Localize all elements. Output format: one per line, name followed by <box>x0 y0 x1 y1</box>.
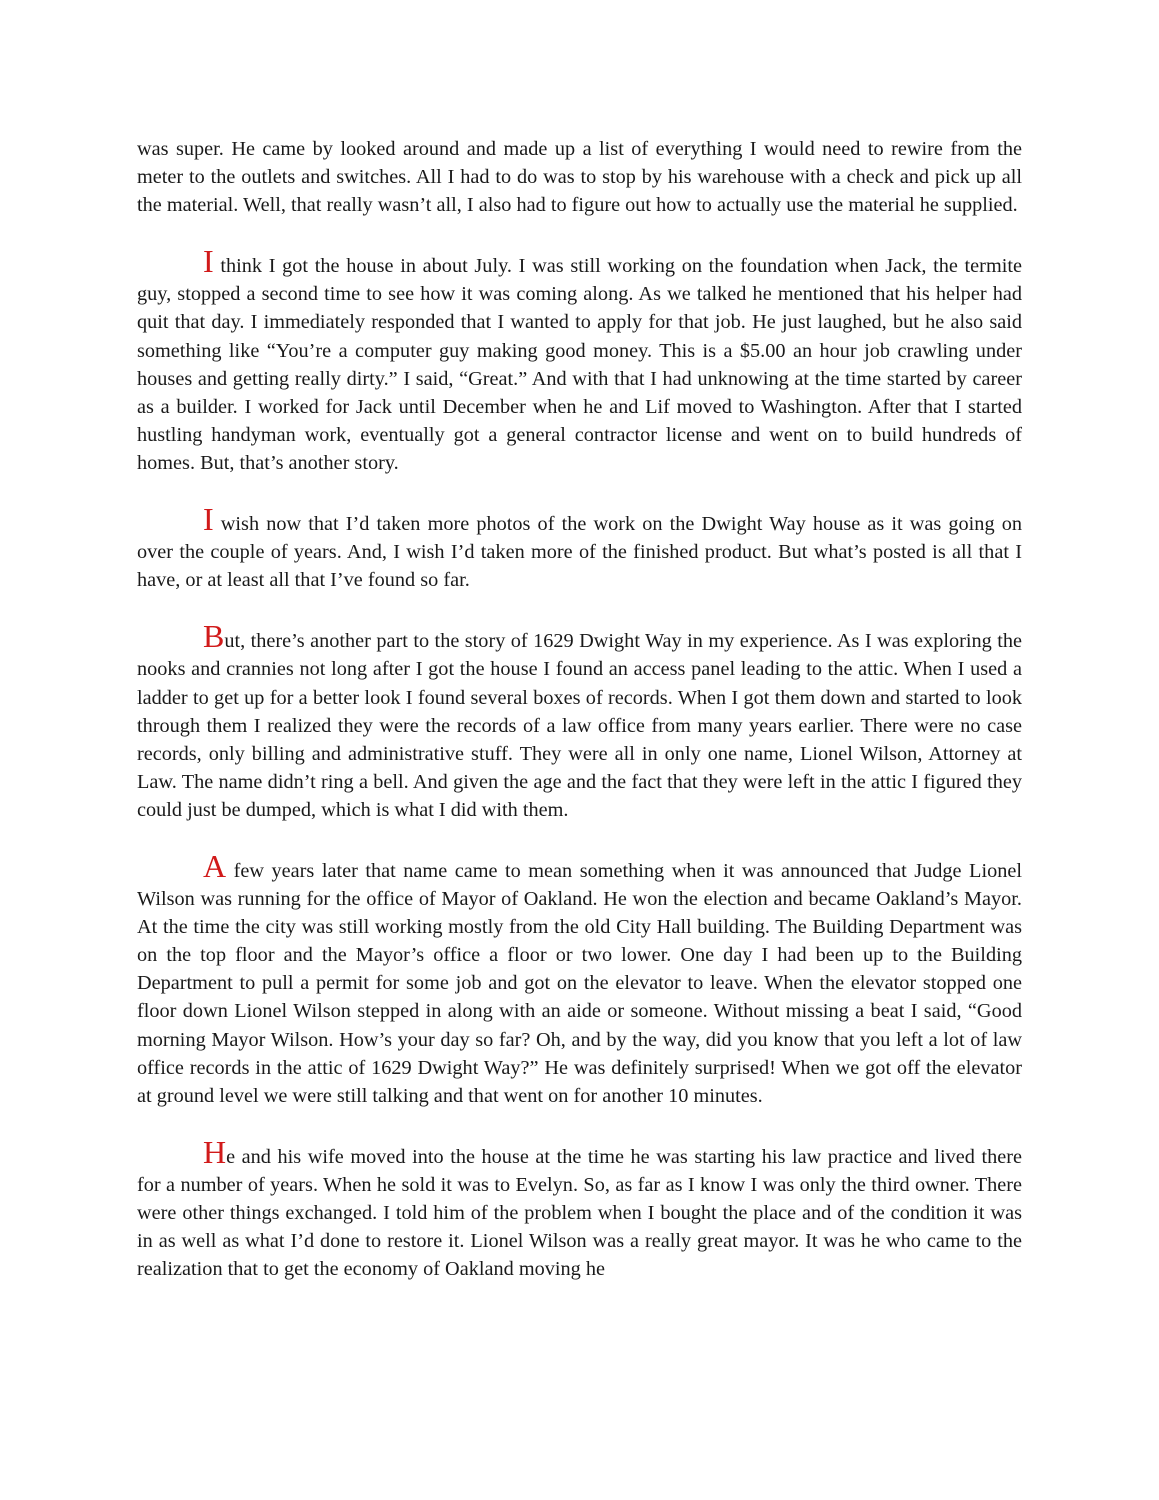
drop-cap: I <box>203 501 214 538</box>
paragraph-text: think I got the house in about July. I was still working on the foundation when Jack, the termite guy, stopped a second time to see how it was coming along. As we talked he mentioned that his helper had quit that day. I immediately responded that I wanted to apply for that job. He just laughed, but he also said something like “You’re a computer guy making good money. This is a $5.00 an hour job crawling under houses and getting really dirty.” I said, “Great.” And with that I had unknowing at the time started by career as a builder. I worked for Jack until December when he and Lif moved to Washington. After that I started hustling handyman work, eventually got a general contractor license and went on to build hundreds of homes. But, that’s another story. <box>137 255 1022 474</box>
paragraph-4 <box>137 620 1022 824</box>
drop-cap: I <box>203 243 214 280</box>
paragraph-2 <box>137 245 1022 477</box>
paragraph-6 <box>137 1133 1022 1283</box>
paragraph-text: wish now that I’d taken more photos of the work on the Dwight Way house as it was going on over the couple of years. And, I wish I’d taken more of the finished product. But what’s posted is all that I have, or at least all that I’ve found so far. <box>137 513 1022 592</box>
paragraph-5 <box>137 847 1022 1110</box>
drop-cap: B <box>203 618 225 655</box>
document-page <box>137 135 1022 1309</box>
paragraph-text: was super. He came by looked around and made up a list of everything I would need to rewire from the meter to the outlets and switches. All I had to do was to stop by his warehouse with a check and pick up all the material. Well, that really wasn’t all, I also had to figure out how to actually use the material he supplied. <box>137 138 1022 217</box>
drop-cap: A <box>203 847 227 884</box>
paragraph-3 <box>137 503 1022 594</box>
paragraph-text: e and his wife moved into the house at the time he was starting his law practice and lived there for a number of years. When he sold it was to Evelyn. So, as far as I know I was only the third owner. There were other things exchanged. I told him of the problem when I bought the place and of the condition it was in as well as what I’d done to restore it. Lionel Wilson was a really great mayor. It was he who came to the realization that to get the economy of Oakland moving he <box>137 1145 1022 1281</box>
paragraph-text: ut, there’s another part to the story of 1629 Dwight Way in my experience. As I was exploring the nooks and crannies not long after I got the house I found an access panel leading to the attic. When I used a ladder to get up for a better look I found several boxes of records. When I got them down and started to look through them I realized they were the records of a law office from many years earlier. There were no case records, only billing and administrative stuff. They were all in only one name, Lionel Wilson, Attorney at Law. The name didn’t ring a bell. And given the age and the fact that they were left in the attic I figured they could just be dumped, which is what I did with them. <box>137 630 1022 821</box>
paragraph-text: few years later that name came to mean something when it was announced that Judge Lionel Wilson was running for the office of Mayor of Oakland. He won the election and became Oakland’s Mayor. At the time the city was still working mostly from the old City Hall building. The Building Department was on the top floor and the Mayor’s office a floor or two lower. One day I had been up to the Building Department to pull a permit for some job and got on the elevator to leave. When the elevator stopped one floor down Lionel Wilson stepped in along with an aide or someone. Without missing a beat I said, “Good morning Mayor Wilson. How’s your day so far? Oh, and by the way, did you know that you left a lot of law office records in the attic of 1629 Dwight Way?” He was definitely surprised! When we got off the elevator at ground level we were still talking and that went on for another 10 minutes. <box>137 859 1022 1107</box>
drop-cap: H <box>203 1133 227 1170</box>
paragraph-1 <box>137 135 1022 219</box>
